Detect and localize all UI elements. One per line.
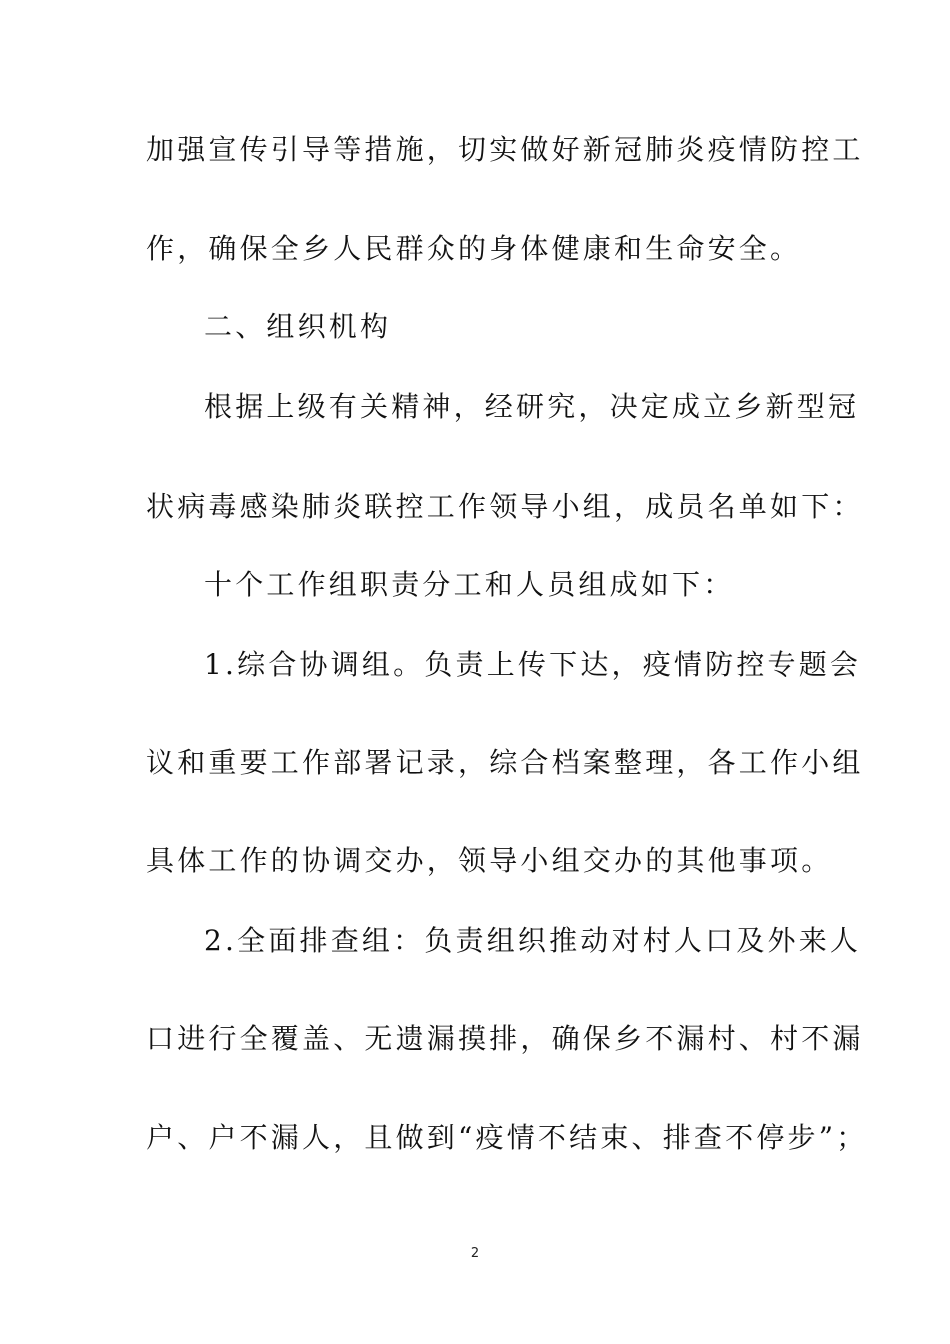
body-text-line: 根据上级有关精神，经研究，决定成立乡新型冠 (204, 390, 860, 423)
body-text-line: 具体工作的协调交办，领导小组交办的其他事项。 (146, 844, 833, 877)
body-text-line: 议和重要工作部署记录，综合档案整理，各工作小组 (146, 746, 864, 779)
body-text-line: 作，确保全乡人民群众的身体健康和生命安全。 (146, 232, 802, 265)
body-text-line: 口进行全覆盖、无遗漏摸排，确保乡不漏村、村不漏 (146, 1022, 864, 1055)
body-text-line: 户、户不漏人，且做到“疫情不结束、排查不停步”； (146, 1121, 868, 1154)
body-text-line: 1.综合协调组。负责上传下达，疫情防控专题会 (204, 648, 862, 681)
page-number: 2 (470, 1246, 480, 1261)
body-text-line: 十个工作组职责分工和人员组成如下： (204, 568, 735, 601)
body-text-line: 加强宣传引导等措施，切实做好新冠肺炎疫情防控工 (146, 133, 864, 166)
body-text-line: 状病毒感染肺炎联控工作领导小组，成员名单如下： (146, 490, 864, 523)
section-heading: 二、组织机构 (204, 310, 392, 343)
body-text-line: 2.全面排查组：负责组织推动对村人口及外来人 (204, 924, 862, 957)
